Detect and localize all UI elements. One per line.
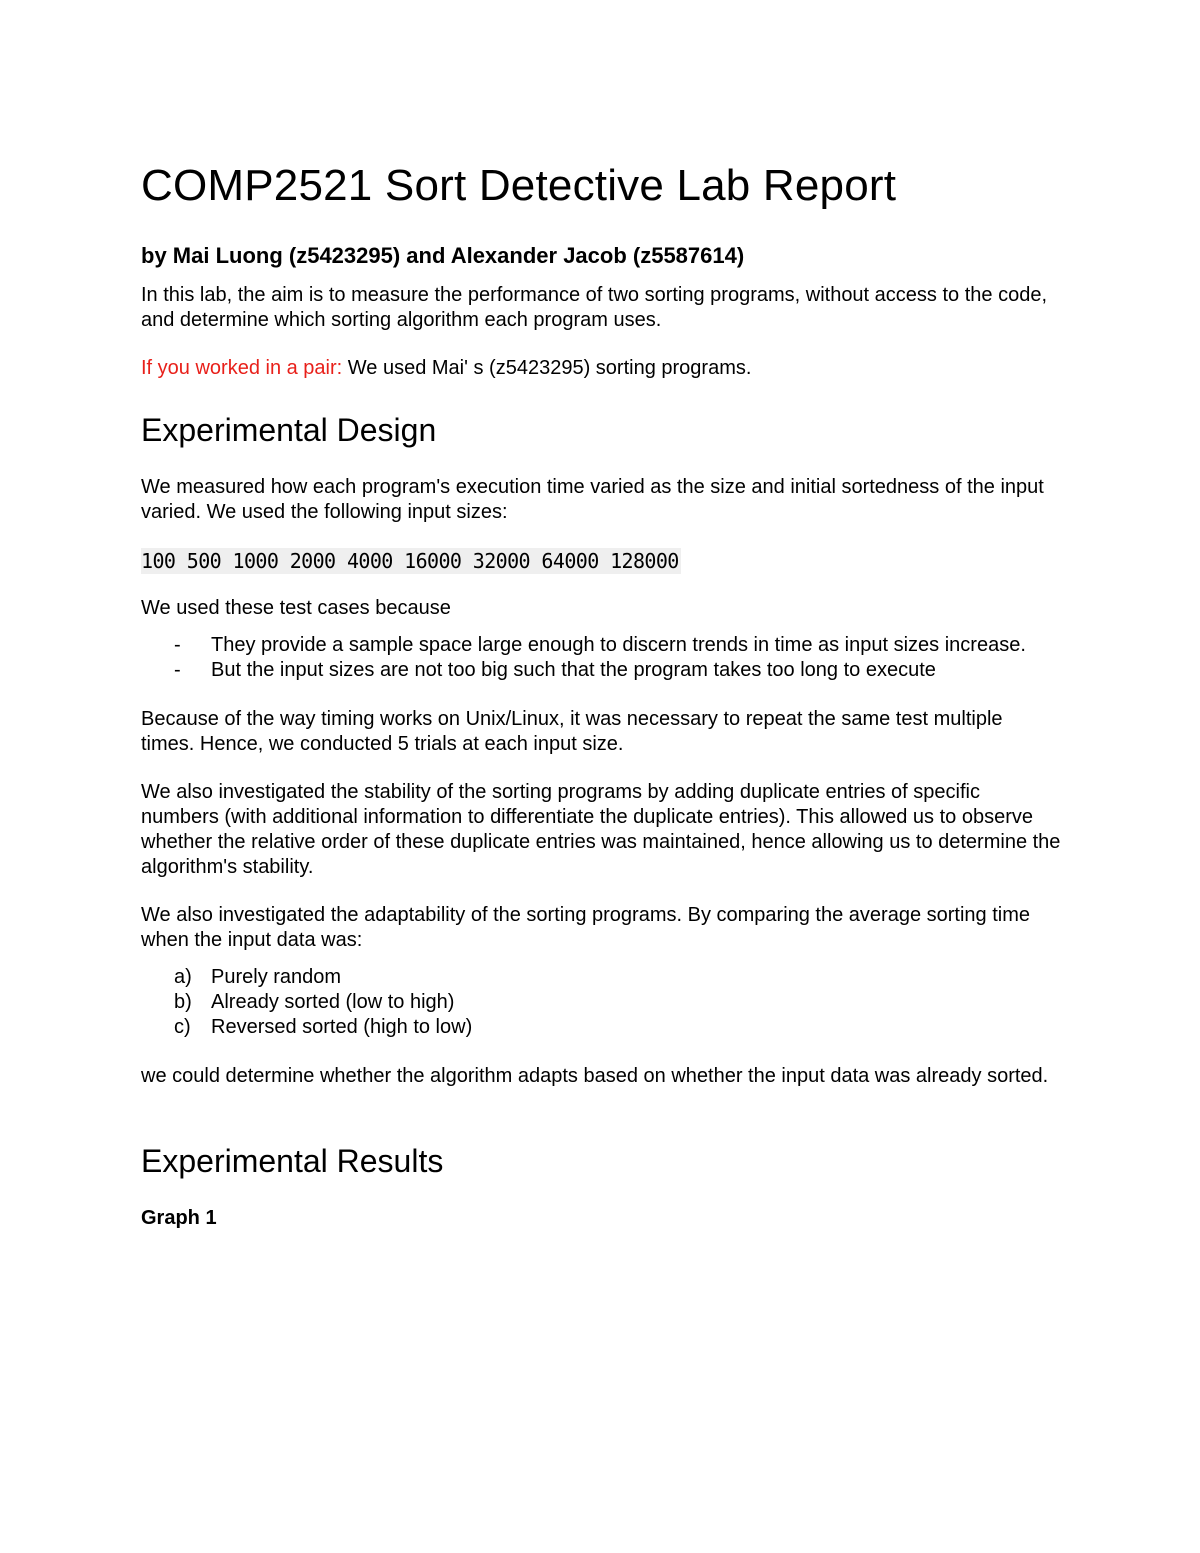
list-item: a) Purely random: [174, 966, 342, 988]
stability-paragraph: We also investigated the stability of the sorting programs by adding duplicate entries of specific numbers (with additional information to differentiate the duplicate entries). This allowed us to observe whether the relative order of these duplicate entries was maintained, hence allowing us to determine the algorithm's stability.: [141, 781, 1061, 878]
input-sizes-block: [141, 548, 1061, 596]
timing-paragraph: Because of the way timing works on Unix/Linux, it was necessary to repeat the same test multiple times. Hence, we conducted 5 trials at each input size.: [141, 708, 1003, 755]
input-sizes-code: 100 500 1000 2000 4000 16000 32000 64000 128000: [141, 549, 679, 573]
adaptability-paragraph: We also investigated the adaptability of the sorting programs. By comparing the average sorting time when the input data was:: [141, 904, 1030, 951]
intro-paragraph: In this lab, the aim is to measure the performance of two sorting programs, without access to the code, and determine which sorting algorithm each program uses.: [141, 284, 1047, 331]
results-heading: Experimental Results: [141, 1143, 444, 1179]
list-item: b) Already sorted (low to high): [174, 991, 455, 1013]
design-heading: Experimental Design: [141, 412, 437, 448]
pair-label: If you worked in a pair:: [141, 357, 343, 379]
graph-label: Graph 1: [141, 1207, 217, 1229]
report-authors: by Mai Luong (z5423295) and Alexander Jacob (z5587614): [141, 243, 745, 268]
reason-list: [141, 633, 1061, 683]
list-item: c) Reversed sorted (high to low): [174, 1016, 473, 1038]
list-item: - They provide a sample space large enough to discern trends in time as input sizes increase.: [174, 634, 1026, 656]
dash-marker: -: [174, 634, 181, 656]
dash-marker: -: [174, 659, 181, 681]
list-item: - But the input sizes are not too big such that the program takes too long to execute: [174, 659, 936, 681]
reason-intro: We used these test cases because: [141, 597, 451, 619]
conclusion-paragraph: we could determine whether the algorithm adapts based on whether the input data was already sorted.: [141, 1065, 1049, 1087]
design-paragraph: We measured how each program's execution time varied as the size and initial sortedness of the input varied. We used the following input sizes:: [141, 476, 1044, 523]
document-page: [141, 158, 1061, 1231]
pair-text: We used Mai' s (z5423295) sorting programs.: [342, 357, 752, 379]
pair-paragraph: [141, 356, 1061, 381]
report-title: COMP2521 Sort Detective Lab Report: [141, 161, 897, 210]
input-case-list: [141, 965, 1061, 1040]
